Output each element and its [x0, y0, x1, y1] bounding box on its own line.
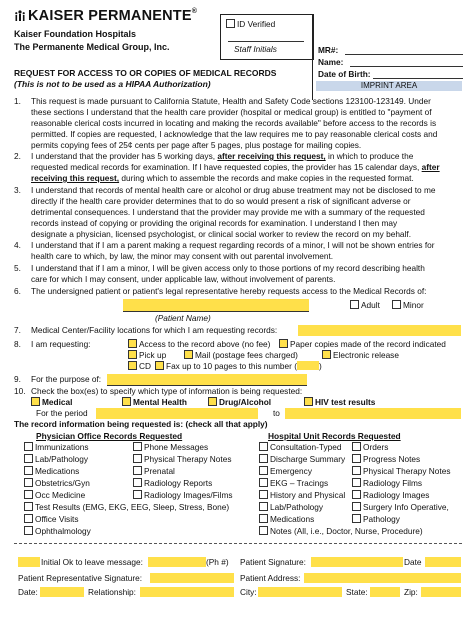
record-checkbox[interactable]: [352, 466, 361, 475]
access-record-label: Access to the record above (no fee): [139, 339, 271, 349]
record-checkbox[interactable]: [24, 466, 33, 475]
record-option[interactable]: [259, 502, 323, 513]
record-option[interactable]: [352, 514, 400, 525]
record-checkbox[interactable]: [133, 454, 142, 463]
city-label: City:: [240, 587, 257, 597]
record-label: Medications: [270, 514, 315, 524]
period-to-field[interactable]: [285, 408, 461, 419]
fax-checkbox[interactable]: [155, 361, 164, 370]
period-label: For the period: [36, 408, 88, 418]
electronic-release-label: Electronic release: [333, 350, 399, 360]
dob-field[interactable]: [373, 78, 463, 79]
record-option[interactable]: [352, 466, 450, 477]
fax-number-field[interactable]: [297, 361, 319, 370]
record-checkbox[interactable]: [259, 466, 268, 475]
emphasis-text: after receiving this request,: [217, 151, 326, 161]
record-label: Orders: [363, 442, 389, 452]
electronic-release-checkbox[interactable]: [322, 350, 331, 359]
record-checkbox[interactable]: [24, 442, 33, 451]
mail-label: Mail (postage fees charged): [195, 350, 298, 360]
adult-label: Adult: [361, 300, 380, 310]
org-line-1: Kaiser Foundation Hospitals: [14, 29, 137, 39]
rep-date-field[interactable]: [40, 587, 84, 597]
electronic-release-option[interactable]: [322, 350, 399, 361]
record-label: History and Physical: [270, 490, 346, 500]
paper-copies-option[interactable]: [279, 339, 446, 350]
item-4-line-2: health care to which, by law, the minor may consent with out parental involvement.: [31, 251, 334, 261]
org-line-2: The Permanente Medical Group, Inc.: [14, 42, 170, 52]
record-option[interactable]: [24, 442, 89, 453]
item-number-6: 6.: [14, 286, 21, 296]
form-title: REQUEST FOR ACCESS TO OR COPIES OF MEDICAL RECORDS: [14, 68, 277, 78]
brand-name: KAISER PERMANENTE: [28, 8, 192, 24]
ph-label: (Ph #): [206, 557, 229, 567]
item-3-line-4: records instead of copying or providing the original records for examination. I understand I then may: [31, 218, 398, 228]
record-option[interactable]: [133, 478, 212, 489]
record-option[interactable]: [24, 514, 79, 525]
record-label: Pathology: [363, 514, 400, 524]
medical-label: Medical: [42, 397, 73, 407]
record-option[interactable]: [352, 490, 429, 501]
patient-sig-date-label: Date: [404, 557, 422, 567]
item-number-8: 8.: [14, 339, 21, 349]
access-record-checkbox[interactable]: [128, 339, 137, 348]
item-6-line-1: The undersigned patient or patient's legal representative hereby requests access to the Medical Records of:: [31, 286, 427, 296]
paper-copies-label: Paper copies made of the record indicated: [290, 339, 446, 349]
patient-signature-field[interactable]: [311, 557, 403, 567]
purpose-field[interactable]: [107, 374, 307, 385]
medical-checkbox[interactable]: [31, 397, 40, 406]
mental-health-label: Mental Health: [133, 397, 187, 407]
record-option[interactable]: [259, 466, 312, 477]
item-8-label: I am requesting:: [31, 339, 91, 349]
message-phone-field[interactable]: [148, 557, 206, 567]
record-checkbox[interactable]: [259, 442, 268, 451]
patient-signature-label: Patient Signature:: [240, 557, 306, 567]
adult-checkbox[interactable]: [350, 300, 359, 309]
item-4-line-1: I understand that if I am a parent making a request regarding records of a minor, I will not be shown entries for: [31, 240, 435, 250]
period-to-label: to: [273, 408, 280, 418]
record-checkbox[interactable]: [24, 490, 33, 499]
drug-alcohol-checkbox[interactable]: [208, 397, 217, 406]
item-3-line-3: detrimental consequences. I understand that the provider may provide me with a summary of the requested: [31, 207, 425, 217]
emphasis-text: receiving this request,: [31, 173, 120, 183]
rep-signature-label: Patient Representative Signature:: [18, 573, 143, 583]
state-field[interactable]: [370, 587, 400, 597]
state-label: State:: [346, 587, 368, 597]
record-label: Lab/Pathology: [35, 454, 89, 464]
record-option[interactable]: [352, 454, 420, 465]
record-checkbox[interactable]: [259, 490, 268, 499]
record-checkbox[interactable]: [24, 502, 33, 511]
record-option[interactable]: [352, 442, 388, 453]
record-option[interactable]: [24, 526, 91, 537]
record-option[interactable]: [133, 442, 208, 453]
kaiser-logo-icon: [14, 9, 26, 21]
record-checkbox[interactable]: [352, 514, 361, 523]
item-number-9: 9.: [14, 374, 21, 384]
id-verified-label: ID Verified: [237, 19, 276, 29]
record-checkbox[interactable]: [259, 478, 268, 487]
item-1-line-4: permitted. If copies are requested, I acknowledge that the law requires me to pay reasonable clerical costs and: [31, 129, 438, 139]
drug-alcohol-label: Drug/Alcohol: [219, 397, 272, 407]
mr-field[interactable]: [345, 54, 463, 55]
record-option[interactable]: [24, 478, 90, 489]
record-checkbox[interactable]: [352, 490, 361, 499]
record-label: Physical Therapy Notes: [144, 454, 232, 464]
emphasis-text: after: [421, 162, 440, 172]
item-1-line-1: This request is made pursuant to California Statute, Health and Safety Code sections 123100-123149. Under: [31, 96, 431, 106]
record-checkbox[interactable]: [24, 454, 33, 463]
cd-option[interactable]: [128, 361, 151, 372]
paper-copies-checkbox[interactable]: [279, 339, 288, 348]
record-checkbox[interactable]: [352, 478, 361, 487]
item-10-label: Check the box(es) to specify which type of information is being requested:: [31, 386, 303, 396]
dob-label: Date of Birth:: [318, 69, 371, 79]
item-number-7: 7.: [14, 325, 21, 335]
hiv-label: HIV test results: [315, 397, 376, 407]
record-option[interactable]: [24, 502, 229, 513]
pick-up-checkbox[interactable]: [128, 350, 137, 359]
record-option[interactable]: [259, 442, 342, 453]
info-requested-label: The record information being requested is: (check all that apply): [14, 419, 268, 429]
mental-health-checkbox[interactable]: [122, 397, 131, 406]
item-7-label: Medical Center/Facility locations for which I am requesting records:: [31, 325, 278, 335]
staff-initials-label: Staff Initials: [234, 44, 277, 54]
patient-sig-date-field[interactable]: [425, 557, 461, 567]
minor-checkbox[interactable]: [392, 300, 401, 309]
form-subtitle: (This is not to be used as a HIPAA Authorization): [14, 79, 211, 89]
record-checkbox[interactable]: [259, 526, 268, 535]
record-checkbox[interactable]: [24, 514, 33, 523]
id-verified-checkbox[interactable]: [226, 19, 235, 28]
record-checkbox[interactable]: [259, 502, 268, 511]
record-label: Radiology Images: [363, 490, 430, 500]
hospital-section-title: Hospital Unit Records Requested: [268, 431, 401, 441]
physician-section-title: Physician Office Records Requested: [36, 431, 183, 441]
patient-address-label: Patient Address:: [240, 573, 301, 583]
rep-date-label: Date:: [18, 587, 38, 597]
item-number-3: 3.: [14, 185, 21, 195]
id-verified-row: [226, 19, 275, 30]
record-checkbox[interactable]: [133, 490, 142, 499]
relationship-label: Relationship:: [88, 587, 136, 597]
record-label: Notes (All, i.e., Doctor, Nurse, Procedure): [270, 526, 423, 536]
record-option[interactable]: [24, 454, 88, 465]
record-checkbox[interactable]: [259, 454, 268, 463]
record-checkbox[interactable]: [24, 478, 33, 487]
record-label: Consultation-Typed: [270, 442, 342, 452]
item-1-line-2: these sections I understand that the health care provider (hospital or medical group) is entitled to "payment of: [31, 107, 432, 117]
hiv-option[interactable]: [304, 397, 375, 408]
item-2-line-1: I understand that the provider has 5 working days, after receiving this request, in which to produce the: [31, 151, 414, 161]
record-label: Radiology Images/Films: [144, 490, 233, 500]
item-2-line-3: receiving this request, during which to assemble the records and make copies in the requested format.: [31, 173, 414, 183]
record-checkbox[interactable]: [352, 502, 361, 511]
record-option[interactable]: [259, 490, 345, 501]
fax-close-paren: ): [318, 361, 322, 371]
item-2-line-2: requested medical records for examination. If I have requested copies, the provider has 15 calendar days, after: [31, 162, 440, 172]
item-3-line-5: designate a physician, licensed psychologist, or clinical social worker to review the record on my behalf.: [31, 229, 411, 239]
record-option[interactable]: [259, 478, 328, 489]
record-option[interactable]: [259, 454, 345, 465]
patient-name-caption: (Patient Name): [155, 313, 211, 323]
minor-label: Minor: [403, 300, 424, 310]
initial-ok-label: Initial Ok to leave message:: [41, 557, 143, 567]
record-option[interactable]: [133, 466, 175, 477]
brand-logo: [14, 8, 197, 24]
record-label: Progress Notes: [363, 454, 421, 464]
record-option[interactable]: [352, 502, 449, 513]
record-label: Phone Messages: [144, 442, 209, 452]
patient-address-field[interactable]: [304, 573, 461, 583]
hiv-checkbox[interactable]: [304, 397, 313, 406]
city-field[interactable]: [258, 587, 342, 597]
minor-option[interactable]: [392, 300, 424, 311]
cut-line: [14, 543, 462, 544]
staff-initials-line[interactable]: [228, 41, 304, 42]
record-label: Radiology Reports: [144, 478, 213, 488]
facility-locations-field[interactable]: [298, 325, 461, 336]
item-1-line-5: permits copying fees of 25¢ cents per page after 5 pages, plus postage for mailing copies.: [31, 140, 362, 150]
record-checkbox[interactable]: [133, 478, 142, 487]
item-1-line-3: reasonable clerical costs incurred in locating and making the records available" before access to the records is: [31, 118, 437, 128]
fax-label: Fax up to 10 pages to this number (: [166, 361, 297, 371]
patient-name-field[interactable]: [123, 299, 309, 311]
item-3-line-1: I understand that records of mental health care or alcohol or drug abuse treatment may not be disclosed to me: [31, 185, 436, 195]
pick-up-label: Pick up: [139, 350, 167, 360]
record-option[interactable]: [133, 454, 231, 465]
mail-checkbox[interactable]: [184, 350, 193, 359]
mental-health-option[interactable]: [122, 397, 187, 408]
imprint-area: IMPRINT AREA: [316, 81, 462, 91]
record-checkbox[interactable]: [133, 442, 142, 451]
record-option[interactable]: [352, 478, 422, 489]
adult-option[interactable]: [350, 300, 380, 311]
header-divider: [312, 14, 313, 100]
pick-up-option[interactable]: [128, 350, 166, 361]
item-number-10: 10.: [14, 386, 26, 396]
cd-checkbox[interactable]: [128, 361, 137, 370]
record-label: Radiology Films: [363, 478, 423, 488]
fax-option[interactable]: [155, 361, 322, 372]
patient-name-underline: [123, 311, 309, 312]
cd-label: CD: [139, 361, 151, 371]
record-label: Lab/Pathology: [270, 502, 324, 512]
record-label: Occ Medicine: [35, 490, 86, 500]
mail-option[interactable]: [184, 350, 298, 361]
initial-field[interactable]: [18, 557, 40, 567]
record-label: EKG – Tracings: [270, 478, 329, 488]
item-number-5: 5.: [14, 263, 21, 273]
record-label: Immunizations: [35, 442, 89, 452]
zip-label: Zip:: [404, 587, 418, 597]
record-label: Prenatal: [144, 466, 175, 476]
medical-option[interactable]: [31, 397, 72, 408]
name-field[interactable]: [350, 66, 463, 67]
mr-label: MR#:: [318, 45, 339, 55]
record-label: Physical Therapy Notes: [363, 466, 451, 476]
record-label: Obstetrics/Gyn: [35, 478, 90, 488]
record-label: Discharge Summary: [270, 454, 346, 464]
record-option[interactable]: [133, 490, 233, 501]
record-label: Ophthalmology: [35, 526, 91, 536]
record-checkbox[interactable]: [259, 514, 268, 523]
item-number-1: 1.: [14, 96, 21, 106]
item-9-label: For the purpose of:: [31, 374, 102, 384]
record-checkbox[interactable]: [24, 526, 33, 535]
relationship-field[interactable]: [140, 587, 234, 597]
item-number-2: 2.: [14, 151, 21, 161]
period-from-field[interactable]: [96, 408, 258, 419]
record-label: Emergency: [270, 466, 312, 476]
registered-mark: ®: [191, 8, 198, 15]
item-5-line-2: care for which I may consent, under applicable law, without involvement of parents.: [31, 274, 336, 284]
item-5-line-1: I understand that if I am a minor, I will be given access only to those portions of my record describing health: [31, 263, 425, 273]
item-number-4: 4.: [14, 240, 21, 250]
record-checkbox[interactable]: [352, 454, 361, 463]
name-label: Name:: [318, 57, 344, 67]
record-label: Surgery Info Operative,: [363, 502, 449, 512]
rep-signature-field[interactable]: [150, 573, 234, 583]
record-checkbox[interactable]: [133, 466, 142, 475]
item-3-line-2: directly if the health care provider determines that to do so would present a risk of significant adverse or: [31, 196, 411, 206]
access-record-option[interactable]: [128, 339, 270, 350]
record-checkbox[interactable]: [352, 442, 361, 451]
record-option[interactable]: [24, 490, 85, 501]
record-label: Office Visits: [35, 514, 79, 524]
record-option[interactable]: [259, 514, 314, 525]
record-option[interactable]: [259, 526, 423, 537]
record-label: Test Results (EMG, EKG, EEG, Sleep, Stress, Bone): [35, 502, 230, 512]
zip-field[interactable]: [421, 587, 461, 597]
record-option[interactable]: [24, 466, 79, 477]
record-label: Medications: [35, 466, 80, 476]
drug-alcohol-option[interactable]: [208, 397, 271, 408]
